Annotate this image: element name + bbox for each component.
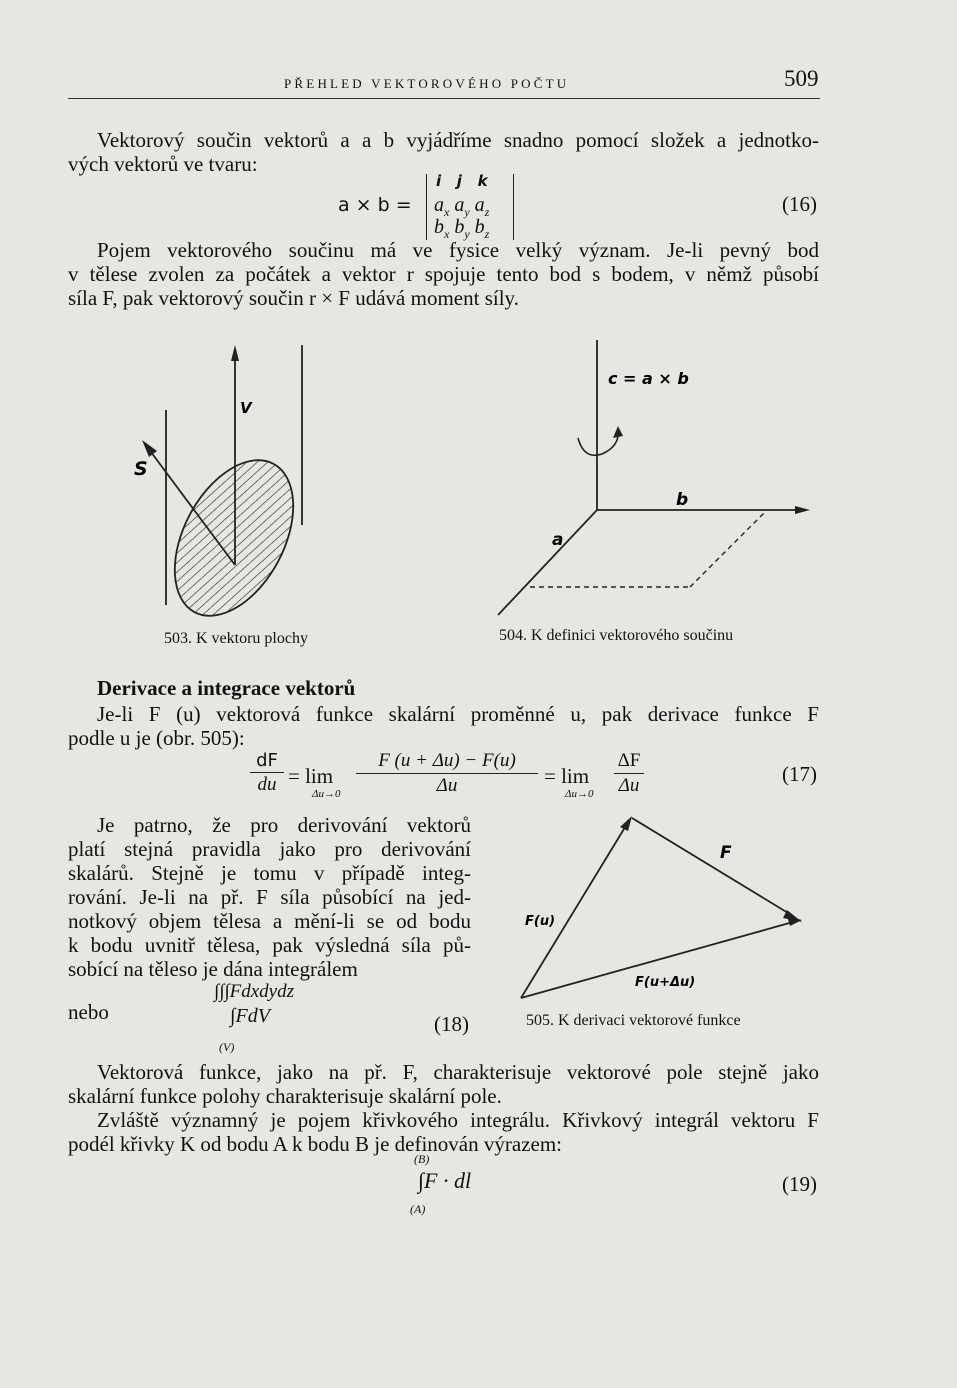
vector-v-arrowhead	[231, 345, 239, 361]
section-title: Derivace a integrace vektorů	[97, 676, 356, 700]
eq17-lim-2: = lim	[544, 764, 590, 788]
eq16-row-1: i j k	[436, 172, 488, 190]
paragraph-1-line-1: Vektorový součin vektorů a a b vyjádříme snadno pomocí složek a jednotko-	[97, 128, 819, 152]
eq16-row-2: $a_x$ $a_y$ $a_z$	[434, 194, 490, 219]
label-F-u: F(u)	[525, 914, 556, 929]
paragraph-4-line-7: sobící na těleso je dána integrálem	[68, 957, 358, 981]
vector-F-u-arrowhead	[620, 816, 632, 831]
figure-505	[515, 810, 815, 1005]
paragraph-4-line-6: k bodu uvnitř tělesa, pak výsledná síla pů-	[68, 933, 471, 957]
eq18-lower-limit: (V)	[219, 1040, 235, 1054]
axis-a	[498, 510, 597, 615]
dashed-parallel-2	[690, 512, 765, 587]
figure-504-caption: 504. K definici vektorového součinu	[499, 627, 734, 644]
figure-505-caption: 505. K derivaci vektorové funkce	[526, 1012, 741, 1029]
eq17-number: (17)	[782, 762, 817, 786]
eq16-row-3: $b_x$ $b_y$ $b_z$	[434, 216, 490, 241]
paragraph-3-line-1: Je-li F (u) vektorová funkce skalární proměnné u, pak derivace funkce F	[97, 702, 819, 726]
header-rule	[68, 98, 820, 99]
paragraph-4-line-1: Je patrno, že pro derivování vektorů	[97, 813, 471, 837]
eq18-triple-integral: ∫∫∫Fdxdydz	[214, 981, 294, 1002]
rotation-arrowhead	[613, 426, 623, 438]
eq19-number: (19)	[782, 1172, 817, 1196]
paragraph-4-line-3: skalárů. Stejně je tomu v případě integ-	[68, 861, 471, 885]
eq19-upper-limit: (B)	[414, 1152, 430, 1166]
page-number: 509	[784, 66, 819, 91]
eq17-sub-1: Δu→0	[312, 788, 341, 800]
label-F: F	[720, 843, 732, 863]
eq17-frac-dF-du: dF du	[250, 750, 284, 796]
axis-b-arrowhead	[795, 506, 810, 514]
label-b: b	[676, 490, 689, 510]
label-c-eq: c = a × b	[608, 369, 689, 388]
paragraph-4-line-5: notkový objem tělesa a mění-li se od bodu	[68, 909, 471, 933]
paragraph-2-line-2: v tělese zvolen za počátek a vektor r spojuje tento bod s bodem, v němž působí	[68, 262, 819, 286]
eq18-single-integral: ∫FdV	[230, 1005, 270, 1027]
figure-503-caption: 503. K vektoru plochy	[164, 630, 308, 647]
determinant-right-bar	[513, 174, 514, 240]
paragraph-5-line-1: Vektorová funkce, jako na př. F, charakterisuje vektorové pole stejně jako	[97, 1060, 819, 1084]
eq18-nebo: nebo	[68, 1000, 109, 1024]
label-s: S	[134, 458, 148, 480]
rotation-arrow	[578, 430, 618, 455]
label-F-u-du: F(u+Δu)	[635, 975, 696, 990]
paragraph-5-line-4: podél křivky K od bodu A k bodu B je definován výrazem:	[68, 1132, 563, 1156]
paragraph-2-line-1: Pojem vektorového součinu má ve fysice velký význam. Je-li pevný bod	[97, 238, 819, 262]
eq19-lower-limit: (A)	[410, 1202, 426, 1216]
eq17-frac-delta: ΔF Δu	[614, 750, 644, 797]
figure-504	[490, 330, 820, 625]
label-v: V	[240, 399, 252, 417]
eq17-sub-2: Δu→0	[565, 788, 594, 800]
paragraph-5-line-2: skalární funkce polohy charakterisuje skalární pole.	[68, 1084, 502, 1108]
eq17-frac-main: F (u + Δu) − F(u) Δu	[356, 750, 538, 797]
running-title: PŘEHLED VEKTOROVÉHO POČTU	[284, 76, 570, 91]
hatched-surface	[150, 440, 317, 630]
paragraph-2-line-3: síla F, pak vektorový součin r × F udává moment síly.	[68, 286, 519, 310]
figure-503	[130, 335, 330, 630]
eq19-integral: ∫F · dl	[418, 1168, 472, 1193]
paragraph-4-line-2: platí stejná pravidla jako pro derivování	[68, 837, 471, 861]
paragraph-4-line-4: rování. Je-li na př. F síla působící na jed-	[68, 885, 471, 909]
eq18-number: (18)	[434, 1012, 469, 1036]
paragraph-5-line-3: Zvláště významný je pojem křivkového integrálu. Křivkový integrál vektoru F	[97, 1108, 819, 1132]
determinant-left-bar	[426, 174, 427, 240]
label-a: a	[552, 530, 564, 550]
eq16-number: (16)	[782, 192, 817, 216]
eq16-lhs: a × b =	[338, 194, 412, 216]
paragraph-1-line-2: vých vektorů ve tvaru:	[68, 152, 258, 176]
eq17-lim-1: = lim	[288, 764, 334, 788]
paragraph-3-line-2: podle u je (obr. 505):	[68, 726, 245, 750]
vector-s-arrowhead	[142, 440, 157, 457]
vector-delta-F	[632, 818, 793, 916]
